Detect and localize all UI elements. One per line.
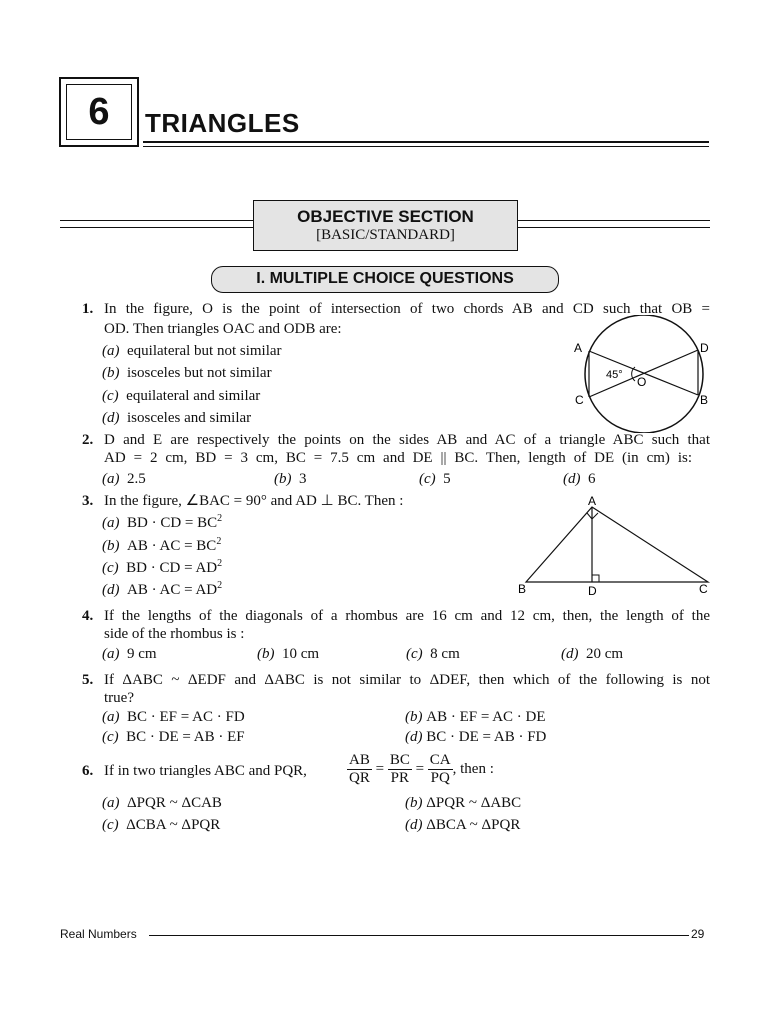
- q2-text-line1: D and E are respectively the points on the sides AB and AC of a triangle ABC such that: [104, 432, 710, 448]
- option-text: 5: [443, 471, 451, 487]
- q6-option-b: [405, 794, 521, 812]
- option-superscript: 2: [217, 580, 223, 591]
- option-label: (b): [257, 646, 275, 662]
- option-label: (c): [102, 560, 119, 576]
- q1-option-d: [102, 409, 251, 427]
- option-superscript: 2: [216, 536, 222, 547]
- label-a: A: [588, 494, 597, 508]
- q3-option-c: [102, 559, 222, 577]
- option-text: 3: [299, 471, 307, 487]
- q6-option-d: [405, 816, 520, 834]
- denominator: QR: [349, 770, 370, 786]
- q5-option-b: [405, 708, 546, 726]
- option-label: (d): [405, 817, 423, 833]
- q5-option-a: [102, 708, 245, 726]
- option-text: BD · CD = AD: [126, 560, 218, 576]
- option-text: 2.5: [127, 471, 146, 487]
- option-label: (a): [102, 795, 120, 811]
- option-text: isosceles and similar: [127, 410, 252, 426]
- part-heading: I. MULTIPLE CHOICE QUESTIONS: [211, 266, 559, 293]
- q3-option-b: [102, 537, 221, 555]
- option-label: (d): [563, 471, 581, 487]
- chapter-number: 6: [66, 84, 132, 140]
- option-text: 20 cm: [586, 646, 624, 662]
- option-label: (b): [405, 709, 423, 725]
- q6-lead: If in two triangles ABC and PQR,: [104, 763, 307, 779]
- option-superscript: 2: [217, 513, 223, 524]
- q4-option-c: [406, 645, 460, 663]
- option-label: (a): [102, 343, 120, 359]
- q1-option-b: [102, 364, 272, 382]
- option-label: (b): [102, 538, 120, 554]
- header-rule: [143, 141, 709, 143]
- option-label: (c): [102, 729, 119, 745]
- q3-option-a: [102, 514, 222, 532]
- q6-tail: , then :: [452, 760, 494, 777]
- option-label: (d): [102, 582, 120, 598]
- label-b: B: [700, 393, 709, 407]
- option-label: (d): [561, 646, 579, 662]
- fraction-bc-pr: [388, 752, 412, 787]
- option-text: ΔPQR ~ ΔCAB: [127, 795, 222, 811]
- option-label: (b): [405, 795, 423, 811]
- label-c: C: [699, 582, 708, 596]
- circle: [585, 315, 703, 433]
- option-text: AB · AC = AD: [127, 582, 218, 598]
- denominator: PR: [390, 770, 409, 786]
- q5-number: 5.: [82, 672, 94, 688]
- angle-label: 45°: [606, 369, 623, 381]
- option-label: (c): [102, 817, 119, 833]
- option-text: ΔBCA ~ ΔPQR: [426, 817, 521, 833]
- option-label: (a): [102, 515, 120, 531]
- q4-option-a: [102, 645, 157, 663]
- label-o: O: [637, 375, 647, 389]
- option-text: BC · EF = AC · FD: [127, 709, 245, 725]
- footer-chapter-name: Real Numbers: [60, 927, 137, 941]
- footer-rule: [149, 935, 689, 936]
- option-text: 10 cm: [282, 646, 320, 662]
- q1-text-line1: In the figure, O is the point of intersection of two chords AB and CD such that OB =: [104, 301, 710, 317]
- option-text: BD · CD = BC: [127, 515, 218, 531]
- q5-option-d: [405, 728, 546, 746]
- right-angle-d: [592, 575, 599, 582]
- section-title: OBJECTIVE SECTION: [297, 207, 474, 226]
- q5-option-c: [102, 728, 245, 746]
- option-text: BC · DE = AB · EF: [126, 729, 245, 745]
- q4-option-b: [257, 645, 319, 663]
- q3-triangle-figure: [512, 492, 717, 598]
- chapter-title: TRIANGLES: [145, 108, 300, 138]
- q5-text-line1: If ΔABC ~ ΔEDF and ΔABC is not similar to ΔDEF, then which of the following is not: [104, 672, 710, 688]
- equals-sign: =: [375, 760, 385, 777]
- q6-option-c: [102, 816, 220, 834]
- q6-ratio-equation: [347, 752, 494, 787]
- option-label: (a): [102, 471, 120, 487]
- q1-number: 1.: [82, 301, 94, 317]
- option-text: ΔCBA ~ ΔPQR: [126, 817, 221, 833]
- numerator: AB: [349, 752, 370, 768]
- q2-text-line2: AD = 2 cm, BD = 3 cm, BC = 7.5 cm and DE || BC. Then, length of DE (in cm) is:: [104, 450, 692, 466]
- q4-number: 4.: [82, 608, 94, 624]
- q2-option-c: [419, 470, 451, 488]
- q6-number: 6.: [82, 763, 94, 779]
- header-rule-thin: [143, 146, 709, 147]
- q2-option-a: [102, 470, 146, 488]
- q6-option-a: [102, 794, 222, 812]
- fraction-ab-qr: [347, 752, 372, 787]
- option-label: (b): [274, 471, 292, 487]
- option-superscript: 2: [217, 558, 223, 569]
- option-label: (c): [406, 646, 423, 662]
- equals-sign: =: [415, 760, 425, 777]
- q3-text-line1: In the figure, ∠BAC = 90° and AD ⊥ BC. Then :: [104, 493, 404, 509]
- q3-option-d: [102, 581, 222, 599]
- q3-number: 3.: [82, 493, 94, 509]
- q2-option-b: [274, 470, 307, 488]
- chapter-number-box: [59, 77, 139, 147]
- option-text: ΔPQR ~ ΔABC: [426, 795, 522, 811]
- option-label: (c): [102, 388, 119, 404]
- numerator: BC: [389, 752, 410, 768]
- option-label: (a): [102, 646, 120, 662]
- label-c: C: [575, 393, 584, 407]
- option-text: 9 cm: [127, 646, 157, 662]
- section-subtitle: [BASIC/STANDARD]: [316, 227, 455, 243]
- q1-option-a: [102, 342, 282, 360]
- option-text: 6: [588, 471, 596, 487]
- q4-text-line1: If the lengths of the diagonals of a rhombus are 16 cm and 12 cm, then, the length of the: [104, 608, 710, 624]
- q1-option-c: [102, 387, 260, 405]
- option-text: AB · EF = AC · DE: [426, 709, 546, 725]
- option-text: isosceles but not similar: [127, 365, 272, 381]
- q1-circle-figure: [565, 315, 715, 433]
- label-d: D: [700, 341, 709, 355]
- option-text: BC · DE = AB · FD: [426, 729, 547, 745]
- option-label: (b): [102, 365, 120, 381]
- section-heading-box: [253, 200, 518, 251]
- q2-number: 2.: [82, 432, 94, 448]
- q4-option-d: [561, 645, 623, 663]
- denominator: PQ: [430, 770, 450, 786]
- q4-text-line2: side of the rhombus is :: [104, 626, 245, 642]
- numerator: CA: [429, 752, 451, 768]
- q1-text-line2: OD. Then triangles OAC and ODB are:: [104, 321, 342, 337]
- option-label: (a): [102, 709, 120, 725]
- option-label: (d): [102, 410, 120, 426]
- q5-text-line2: true?: [104, 690, 134, 706]
- label-d: D: [588, 584, 597, 598]
- label-a: A: [574, 341, 583, 355]
- label-b: B: [518, 582, 527, 596]
- option-text: 8 cm: [430, 646, 460, 662]
- footer-page-number: 29: [691, 927, 705, 941]
- option-text: equilateral and similar: [126, 388, 261, 404]
- option-text: AB · AC = BC: [127, 538, 217, 554]
- q2-option-d: [563, 470, 596, 488]
- option-label: (c): [419, 471, 436, 487]
- option-text: equilateral but not similar: [127, 343, 282, 359]
- option-label: (d): [405, 729, 423, 745]
- fraction-ca-pq: [428, 752, 453, 787]
- triangle-abc: [526, 507, 708, 582]
